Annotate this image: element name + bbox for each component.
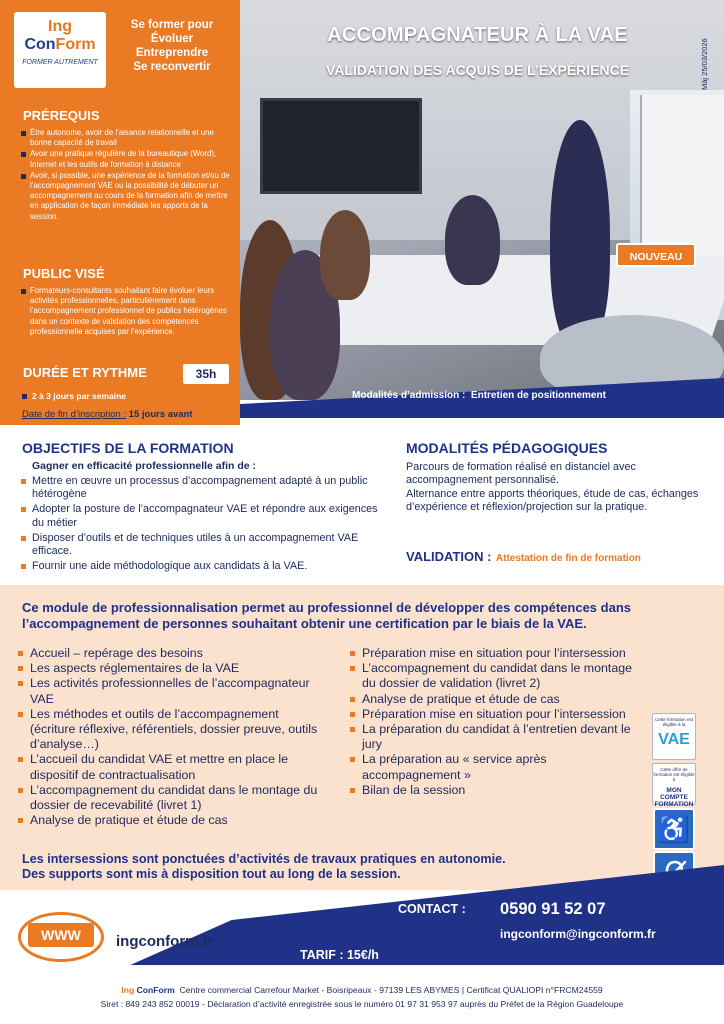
list-item: Analyse de pratique et étude de cas <box>350 692 640 707</box>
public-list <box>20 286 230 338</box>
prerequis-list <box>20 128 230 223</box>
duree-title: DURÉE ET RYTHME <box>23 365 147 380</box>
list-item: Mettre en œuvre un processus d’accompagnement adapté à un public hétérogène <box>20 475 380 501</box>
logo-line2: ConForm <box>24 36 96 53</box>
rythme-text: 2 à 3 jours par semaine <box>22 391 126 401</box>
list-item: Avoir une pratique régulière de la bureautique (Word), Internet et les outils de formation à distance <box>20 149 230 169</box>
list-item: Adopter la posture de l’accompagnateur VAE et répondre aux exigences du métier <box>20 503 380 529</box>
list-item: Analyse de pratique et étude de cas <box>18 813 318 828</box>
objectives-title: OBJECTIFS DE LA FORMATION <box>22 440 234 456</box>
list-item: Formateurs-consultants souhaitant faire évoluer leurs activités professionnelles, particulièrement dans l’accompagnement professionnel de publics hétérogènes dans un contexte de validation des compétences professionnelle acquises par l’expérience. <box>20 286 230 337</box>
price: TARIF : 15€/h <box>300 948 379 962</box>
vae-eligibility-badge: Cette formation est éligible à la VAE <box>652 713 696 760</box>
wheelchair-icon: ♿ <box>653 808 695 850</box>
logo <box>14 12 106 88</box>
logo-tagline: FORMER AUTREMENT <box>22 59 98 66</box>
list-item: Les aspects réglementaires de la VAE <box>18 661 318 676</box>
objectives-lead: Gagner en efficacité professionnelle afin de : <box>32 460 257 472</box>
programme-list-left <box>18 646 318 828</box>
list-item: Avoir, si possible, une expérience de la formation et/ou de l’accompagnement VAE ou la possibilité de débuter un accompagnement au cours de la formation afin de mettre en application de façon immédiate les apports de la session. <box>20 171 230 222</box>
list-item: La préparation du candidat à l’entretien devant le jury <box>350 722 640 752</box>
list-item: Préparation mise en situation pour l’intersession <box>350 707 640 722</box>
list-item: L’accueil du candidat VAE et mettre en place le dispositif de contractualisation <box>18 752 318 782</box>
list-item: Préparation mise en situation pour l’intersession <box>350 646 640 661</box>
list-item: Être autonome, avoir de l’aisance relationnelle et une bonne capacité de travail <box>20 128 230 148</box>
footer-legal: Siret : 849 243 852 00019 - Déclaration d’activité enregistrée sous le numéro 01 97 31 953 97 auprès du Préfet de la Région Guadeloupe <box>100 999 624 1009</box>
www-label: WWW <box>28 923 94 947</box>
slogan: Se former pour Évoluer Entreprendre Se reconvertir <box>130 19 214 73</box>
programme-list-right <box>350 646 640 798</box>
intersession-note: Les intersessions sont ponctuées d’activités de travaux pratiques en autonomie. Des supports sont mis à disposition tout au long de la session. <box>22 852 506 881</box>
hours-badge: 35h <box>183 364 229 384</box>
public-title: PUBLIC VISÉ <box>23 266 105 281</box>
list-item: Disposer d’outils et de techniques utiles à un accompagnement VAE efficace. <box>20 532 380 558</box>
list-item: Les méthodes et outils de l’accompagnement (écriture réflexive, référentiels, dossier preuve, outils d’analyse…) <box>18 707 318 753</box>
phone-number[interactable]: 0590 91 52 07 <box>500 900 606 918</box>
page-title: ACCOMPAGNATEUR À LA VAE <box>327 24 628 46</box>
validation-line: VALIDATION : Attestation de fin de formation <box>406 549 641 564</box>
list-item: L’accompagnement du candidat dans le montage du dossier de recevabilité (livret 1) <box>18 783 318 813</box>
list-item: Accueil – repérage des besoins <box>18 646 318 661</box>
prerequis-title: PRÉREQUIS <box>23 108 100 123</box>
objectives-list <box>20 475 380 575</box>
list-item: L’accompagnement du candidat dans le montage du dossier de validation (livret 2) <box>350 661 640 691</box>
list-item: Les activités professionnelles de l’accompagnateur VAE <box>18 676 318 706</box>
contact-label: CONTACT : <box>398 902 466 916</box>
update-note: Màj 25/03/2026 <box>700 38 709 90</box>
logo-line1: Ing <box>48 18 72 35</box>
new-badge: NOUVEAU <box>616 243 696 267</box>
modalites-text: Parcours de formation réalisé en distanciel avec accompagnement personnalisé. Alternance entre apports théoriques, étude de cas, échanges d’expérience et réflexion/projection sur la pratique. <box>406 461 699 514</box>
title-block <box>250 14 724 90</box>
admission-text: Modalités d’admission : Entretien de positionnement <box>352 390 606 401</box>
list-item: Bilan de la session <box>350 783 640 798</box>
list-item: Fournir une aide méthodologique aux candidats à la VAE. <box>20 560 380 573</box>
page-subtitle: VALIDATION DES ACQUIS DE L’EXPÉRIENCE <box>325 62 630 78</box>
modalites-title: MODALITÉS PÉDAGOGIQUES <box>406 440 608 456</box>
programme-intro: Ce module de professionnalisation permet au professionnel de développer des compétences dans l’accompagnement de personnes souhaitant obtenir une certification par le biais de la VAE. <box>22 600 631 631</box>
inscription-deadline: Date de fin d’inscription : 15 jours avant <box>22 409 193 420</box>
website-link[interactable]: ingconform.fr <box>116 933 214 950</box>
list-item: La préparation au « service après accompagnement » <box>350 752 640 782</box>
footer-address: Ing ConForm Centre commercial Carrefour Market - Boisripeaux - 97139 LES ABYMES | Certificat QUALIOPI n°FRCM24559 <box>121 985 603 995</box>
email-link[interactable]: ingconform@ingconform.fr <box>500 927 656 941</box>
cpf-eligibility-badge: Cette offre de formation est éligible à MON COMPTE FORMATION <box>652 763 696 805</box>
